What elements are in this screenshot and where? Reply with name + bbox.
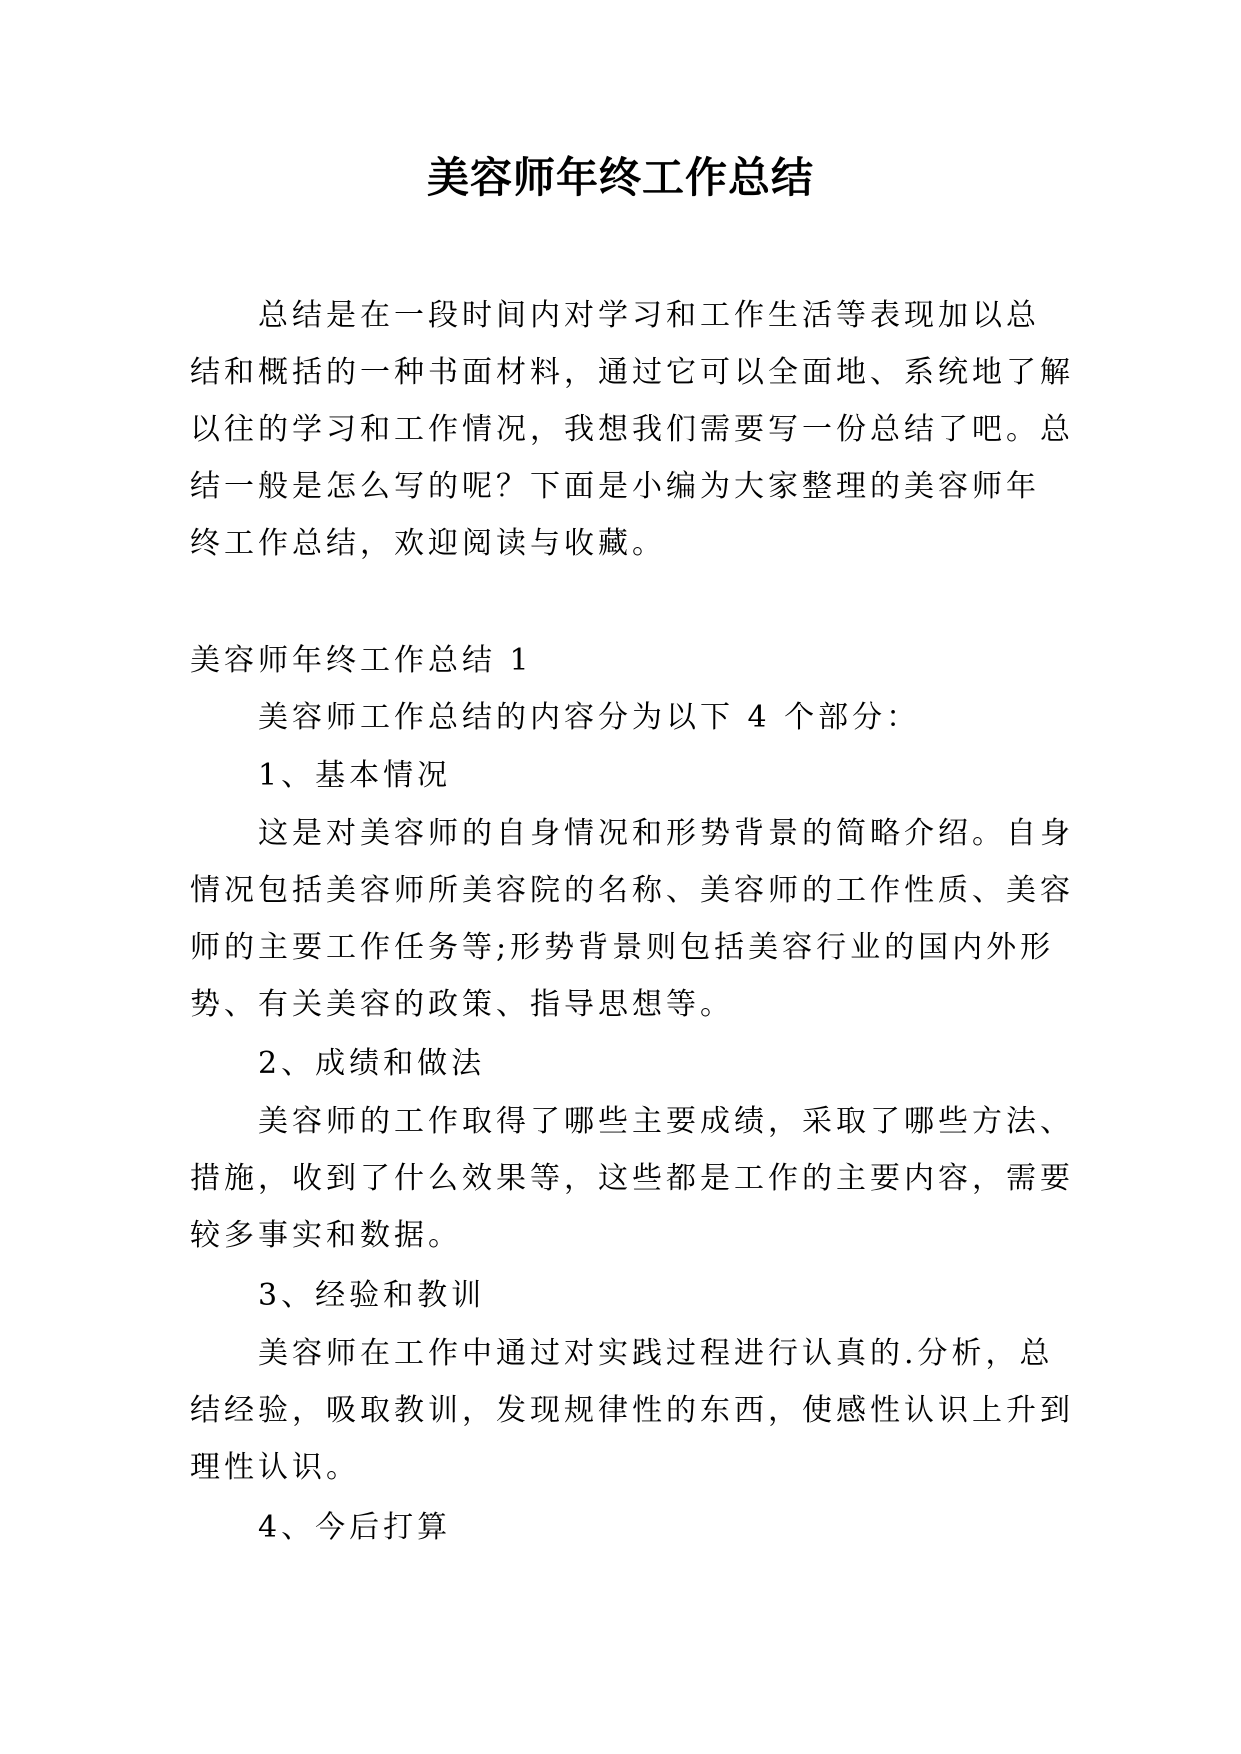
part-heading: 2、成绩和做法 (258, 1046, 486, 1081)
part-line: 较多事实和数据。 (190, 1218, 462, 1253)
part-line: 理性认识。 (190, 1450, 360, 1485)
part-line: 势、有关美容的政策、指导思想等。 (190, 987, 734, 1022)
part-heading: 3、经验和教训 (258, 1278, 486, 1313)
intro-line: 终工作总结，欢迎阅读与收藏。 (190, 526, 666, 561)
part-line: 美容师在工作中通过对实践过程进行认真的.分析，总 (258, 1336, 1054, 1371)
part-line: 措施，收到了什么效果等，这些都是工作的主要内容，需要 (190, 1161, 1074, 1196)
part-line: 结经验，吸取教训，发现规律性的东西，使感性认识上升到 (190, 1393, 1074, 1428)
intro-line: 结和概括的一种书面材料，通过它可以全面地、系统地了解 (190, 355, 1074, 390)
part-line: 师的主要工作任务等;形势背景则包括美容行业的国内外形 (190, 930, 1055, 965)
document-title: 美容师年终工作总结 (426, 153, 814, 202)
intro-line: 以往的学习和工作情况，我想我们需要写一份总结了吧。总 (190, 412, 1074, 447)
part-line: 情况包括美容师所美容院的名称、美容师的工作性质、美容 (190, 873, 1074, 908)
section-heading: 美容师年终工作总结 1 (190, 643, 533, 678)
section-intro: 美容师工作总结的内容分为以下 4 个部分： (258, 700, 921, 735)
part-heading: 1、基本情况 (258, 758, 452, 793)
part-line: 这是对美容师的自身情况和形势背景的简略介绍。自身 (258, 816, 1074, 851)
intro-line: 总结是在一段时间内对学习和工作生活等表现加以总 (258, 298, 1040, 333)
part-heading: 4、今后打算 (258, 1510, 452, 1545)
part-line: 美容师的工作取得了哪些主要成绩，采取了哪些方法、 (258, 1104, 1074, 1139)
intro-line: 结一般是怎么写的呢？下面是小编为大家整理的美容师年 (190, 469, 1040, 504)
